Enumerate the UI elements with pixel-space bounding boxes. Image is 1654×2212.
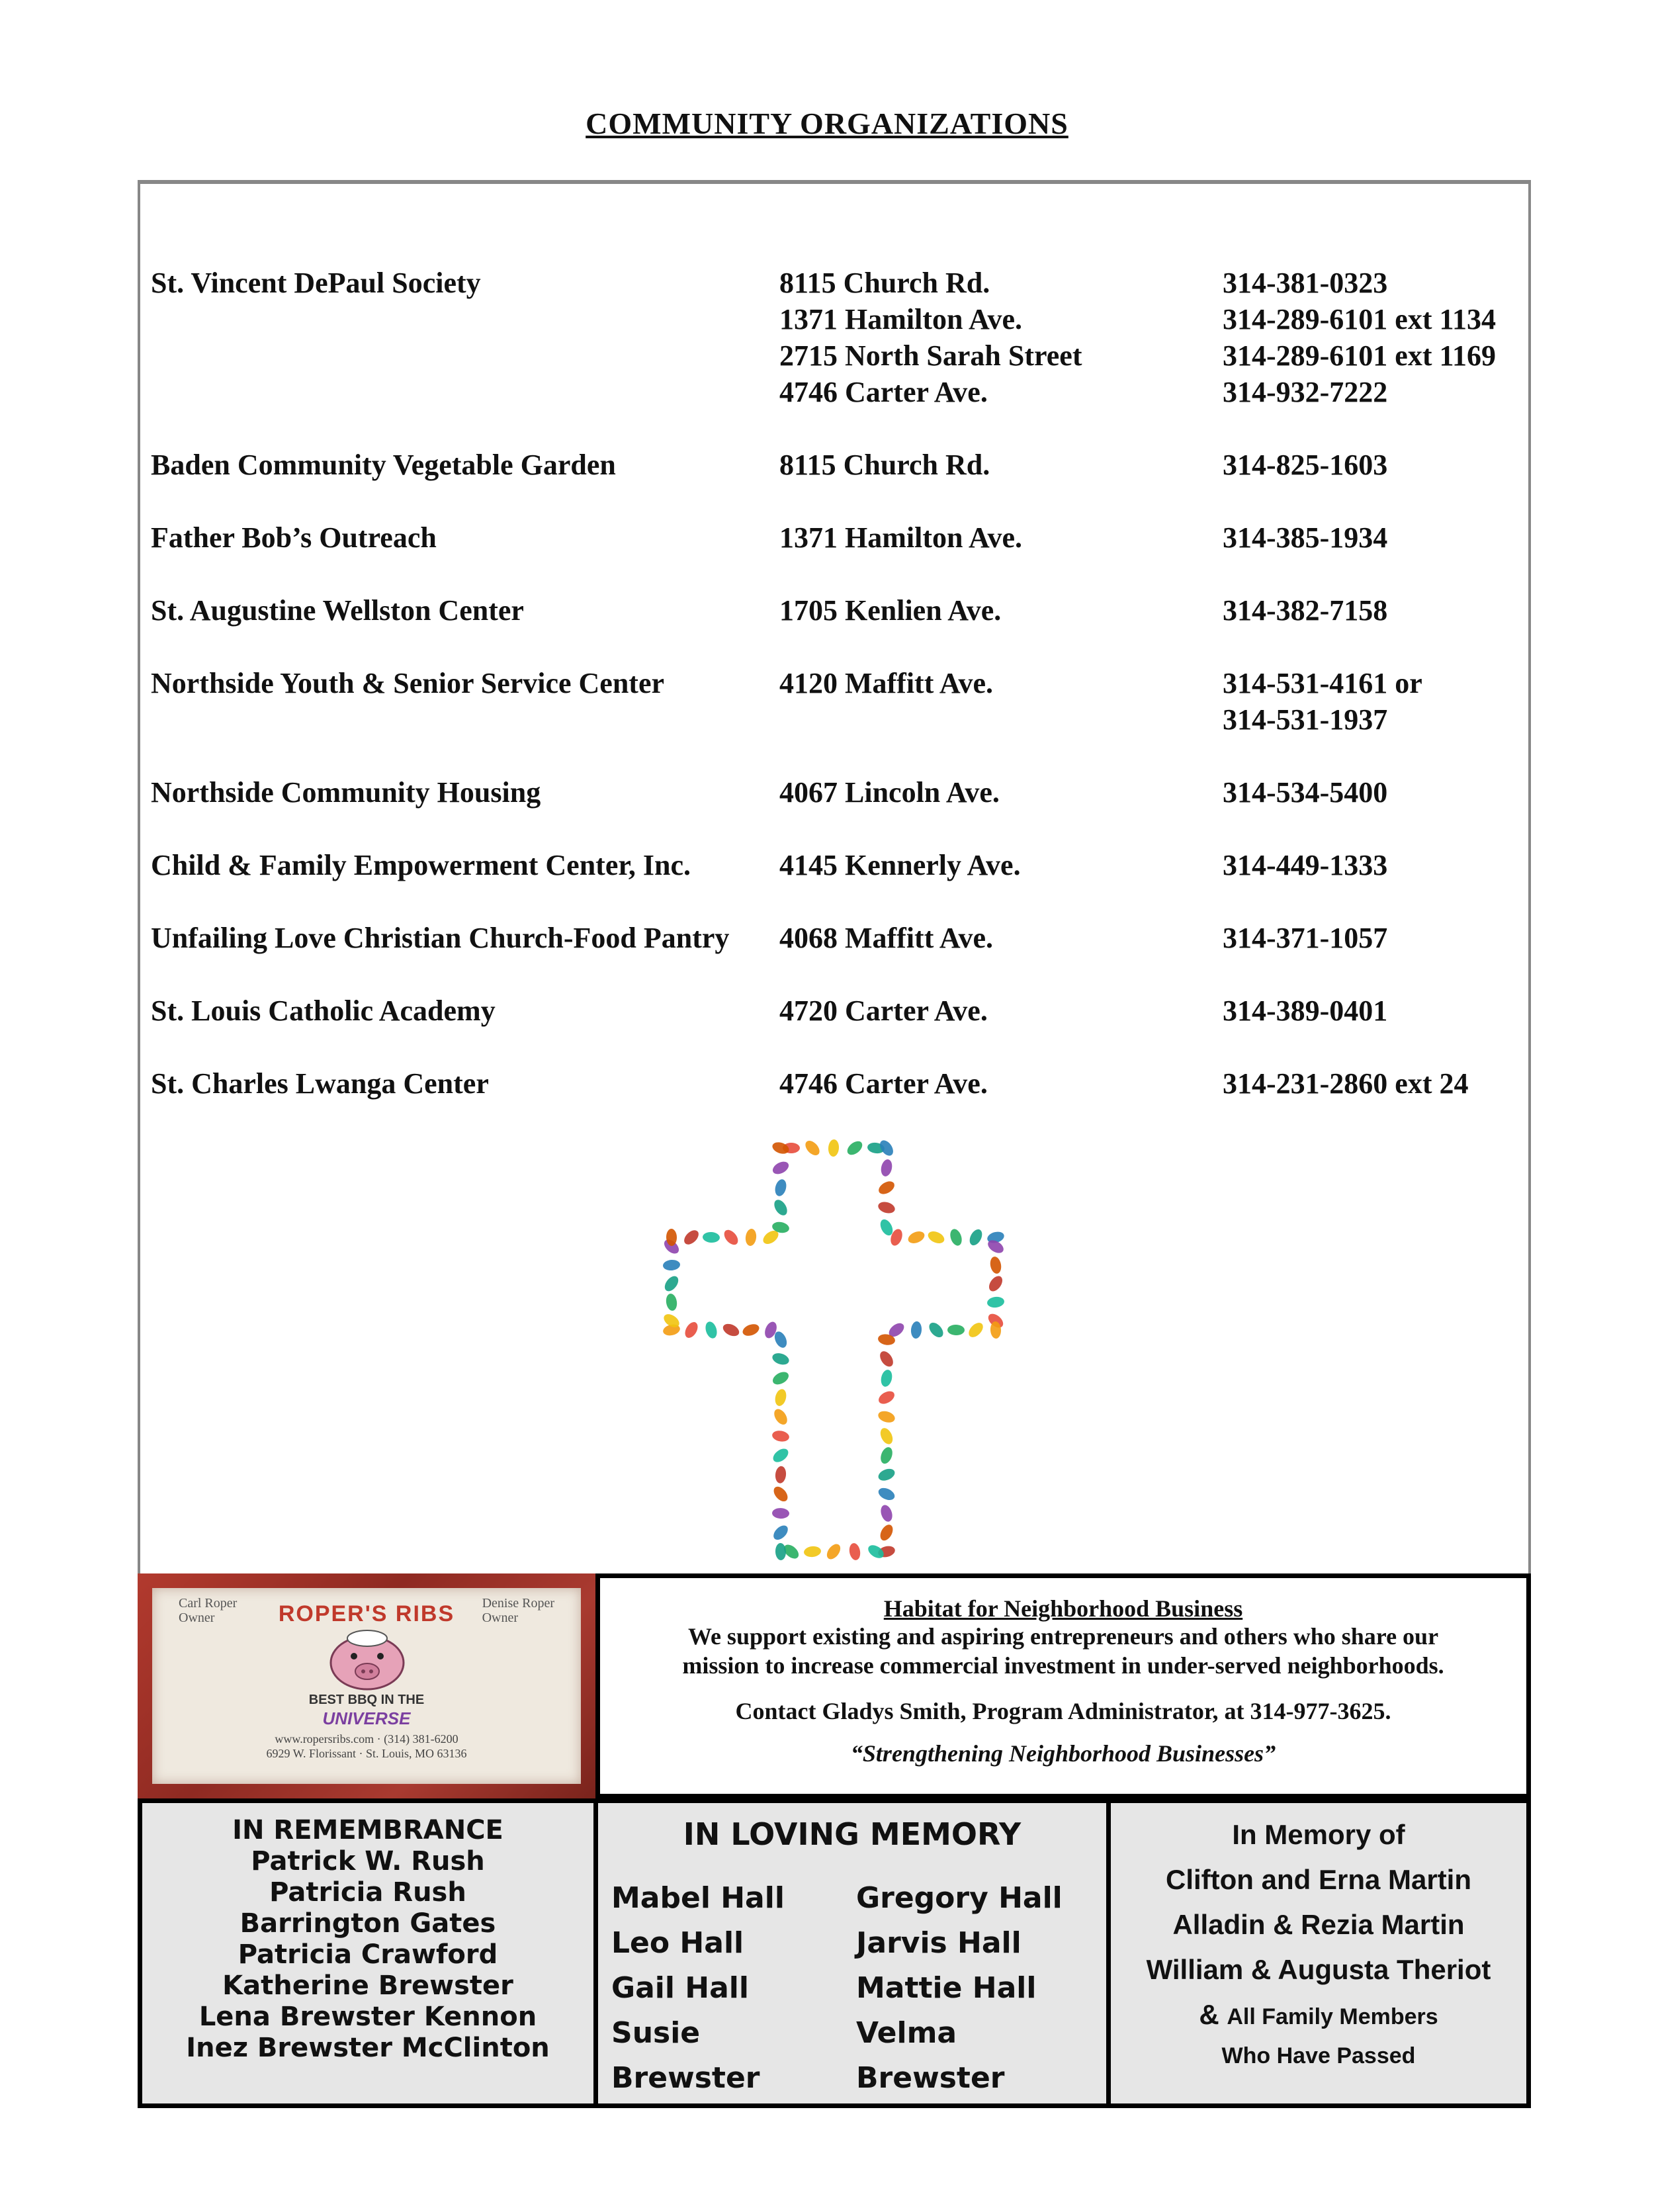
org-phones <box>1223 447 1387 483</box>
org-phone: 314-371-1057 <box>1223 922 1388 954</box>
org-phone: 314-382-7158 <box>1223 594 1388 627</box>
org-name: Northside Youth & Senior Service Center <box>151 667 665 699</box>
loving-memory-panel <box>593 1798 1111 2108</box>
hand-shape <box>910 1321 922 1339</box>
org-address: 1371 Hamilton Ave. <box>779 521 1023 554</box>
in-memory-small-2: Who Have Passed <box>1221 2043 1416 2068</box>
hand-shape <box>744 1228 757 1247</box>
org-phones <box>1223 993 1387 1029</box>
org-address: 4067 Lincoln Ave. <box>779 776 1000 809</box>
loving-memory-name: Velma Brewster <box>856 2016 1005 2095</box>
card-owner-right-title: Owner <box>482 1611 519 1625</box>
org-addresses <box>779 1065 1223 1102</box>
org-phone: 314-531-1937 <box>1223 703 1388 736</box>
remembrance-name: Lena Brewster Kennon <box>198 2002 537 2032</box>
org-name: Northside Community Housing <box>151 776 541 809</box>
loving-memory-name: Mattie Hall <box>856 1971 1037 2005</box>
hand-shape <box>662 1259 680 1271</box>
loving-memory-name: Gail Hall <box>611 1971 749 2005</box>
hand-shape <box>721 1321 741 1339</box>
org-phone: 314-531-4161 or <box>1223 667 1422 699</box>
org-row <box>151 265 1527 410</box>
org-row <box>151 519 1527 556</box>
hand-shape <box>828 1139 840 1157</box>
org-name: Unfailing Love Christian Church-Food Pantry <box>151 922 730 954</box>
hand-shape <box>845 1139 865 1158</box>
hand-shape <box>986 1274 1005 1294</box>
hand-shape <box>772 1508 790 1519</box>
org-phone: 314-932-7222 <box>1223 376 1388 408</box>
hand-shape <box>681 1227 701 1247</box>
hand-shape <box>878 1426 895 1446</box>
org-phones <box>1223 847 1387 883</box>
hand-shape <box>771 1198 789 1218</box>
org-address: 8115 Church Rd. <box>779 267 990 299</box>
org-addresses <box>779 920 1223 956</box>
org-address: 4145 Kennerly Ave. <box>779 849 1021 881</box>
hand-shape <box>662 1274 681 1294</box>
hand-shape <box>877 1178 897 1196</box>
hand-shape <box>948 1227 964 1247</box>
org-row <box>151 847 1527 883</box>
remembrance-name: Katherine Brewster <box>222 1970 513 2001</box>
hand-shape <box>967 1227 984 1247</box>
hand-shape <box>771 1429 790 1442</box>
remembrance-heading: IN REMEMBRANCE <box>232 1815 503 1845</box>
hand-shape <box>879 1503 894 1523</box>
hand-shape <box>877 1485 896 1502</box>
in-memory-heading: In Memory of <box>1232 1819 1405 1850</box>
hand-shape <box>773 1178 788 1197</box>
hand-shape <box>665 1293 678 1311</box>
habitat-contact: Contact Gladys Smith, Program Administrator, at 314-977-3625. <box>735 1698 1391 1724</box>
org-address: 4720 Carter Ave. <box>779 995 988 1027</box>
org-row <box>151 447 1527 483</box>
page-title: COMMUNITY ORGANIZATIONS <box>586 107 1068 140</box>
card-owner-left-title: Owner <box>179 1611 215 1625</box>
in-memory-line: Clifton and Erna Martin <box>1166 1864 1471 1895</box>
remembrance-name: Barrington Gates <box>239 1908 496 1939</box>
remembrance-panel <box>138 1798 598 2108</box>
hand-shape <box>722 1227 741 1247</box>
org-address: 4120 Maffitt Ave. <box>779 667 993 699</box>
org-addresses <box>779 847 1223 883</box>
org-name: St. Louis Catholic Academy <box>151 995 496 1027</box>
org-name: Father Bob’s Outreach <box>151 521 437 554</box>
org-phone: 314-534-5400 <box>1223 776 1388 809</box>
remembrance-name: Patricia Rush <box>269 1877 466 1908</box>
hands-cross-icon <box>662 1138 1006 1562</box>
hand-shape <box>879 1446 894 1466</box>
org-name: St. Vincent DePaul Society <box>151 267 481 299</box>
org-phones <box>1223 592 1387 629</box>
hand-shape <box>771 1484 790 1504</box>
org-address: 4746 Carter Ave. <box>779 376 988 408</box>
in-memory-ampersand: & <box>1199 1999 1219 2030</box>
card-owner-left: Carl Roper <box>179 1596 238 1611</box>
org-addresses <box>779 993 1223 1029</box>
in-memory-line: Alladin & Rezia Martin <box>1172 1909 1465 1940</box>
org-phones <box>1223 265 1496 410</box>
in-memory-line: William & Augusta Theriot <box>1146 1954 1491 1985</box>
org-addresses <box>779 447 1223 483</box>
org-phones <box>1223 665 1422 738</box>
org-phones <box>1223 920 1387 956</box>
card-address: 6929 W. Florissant · St. Louis, MO 63136 <box>266 1747 467 1760</box>
hand-shape <box>704 1320 719 1340</box>
habitat-line-2: mission to increase commercial investment in under-served neighborhoods. <box>682 1652 1444 1679</box>
hand-shape <box>771 1351 791 1366</box>
loving-memory-name: Jarvis Hall <box>856 1926 1022 1960</box>
hand-shape <box>771 1523 791 1542</box>
org-row <box>151 592 1527 629</box>
org-row <box>151 993 1527 1029</box>
loving-memory-name: Gregory Hall <box>856 1881 1063 1915</box>
hand-shape <box>877 1389 897 1407</box>
org-address: 4068 Maffitt Ave. <box>779 922 993 954</box>
hand-shape <box>877 1200 896 1216</box>
hand-shape <box>879 1159 893 1178</box>
remembrance-name: Inez Brewster McClinton <box>186 2033 550 2063</box>
hand-shape <box>803 1138 822 1158</box>
org-address: 2715 North Sarah Street <box>779 339 1082 372</box>
org-phone: 314-825-1603 <box>1223 449 1388 481</box>
hand-shape <box>877 1466 896 1483</box>
hand-shape <box>775 1466 787 1484</box>
hand-shape <box>741 1322 761 1338</box>
in-memory-small-1: All Family Members <box>1227 2004 1438 2029</box>
org-phone: 314-231-2860 ext 24 <box>1223 1067 1469 1100</box>
org-phones <box>1223 774 1387 811</box>
org-name: Baden Community Vegetable Garden <box>151 449 616 481</box>
habitat-slogan: “Strengthening Neighborhood Businesses” <box>850 1740 1276 1767</box>
hand-shape <box>926 1229 946 1245</box>
habitat-line-1: We support existing and aspiring entrepreneurs and others who share our <box>687 1623 1439 1650</box>
hand-shape <box>683 1320 701 1341</box>
org-address: 1705 Kenlien Ave. <box>779 594 1002 627</box>
loving-memory-name: Susie Brewster <box>611 2016 760 2095</box>
hand-shape <box>989 1256 1003 1275</box>
org-name: St. Charles Lwanga Center <box>151 1067 489 1100</box>
org-phone: 314-389-0401 <box>1223 995 1388 1027</box>
hand-shape <box>986 1296 1005 1308</box>
hand-shape <box>773 1388 788 1407</box>
card-tagline: BEST BBQ IN THE <box>308 1693 425 1707</box>
org-name: Child & Family Empowerment Center, Inc. <box>151 849 691 881</box>
org-phone: 314-289-6101 ext 1169 <box>1223 339 1497 372</box>
org-address: 4746 Carter Ave. <box>779 1067 988 1100</box>
hand-shape <box>803 1546 822 1558</box>
remembrance-name: Patrick W. Rush <box>251 1846 485 1877</box>
pig-logo-icon <box>304 1626 430 1693</box>
org-phone: 314-385-1934 <box>1223 521 1388 554</box>
remembrance-name: Patricia Crawford <box>238 1939 498 1970</box>
loving-memory-name: Mabel Hall <box>611 1881 785 1915</box>
org-addresses <box>779 519 1223 556</box>
habitat-title: Habitat for Neighborhood Business <box>883 1595 1243 1622</box>
org-addresses <box>779 665 1223 738</box>
org-phone: 314-289-6101 ext 1134 <box>1223 303 1497 335</box>
hand-shape <box>877 1349 896 1369</box>
hand-shape <box>775 1543 787 1561</box>
card-owner-right: Denise Roper <box>482 1596 554 1611</box>
loving-memory-name: Leo Hall <box>611 1926 744 1960</box>
card-tagline-2: UNIVERSE <box>322 1708 411 1728</box>
hand-shape <box>966 1320 986 1340</box>
org-addresses <box>779 265 1223 410</box>
org-name: St. Augustine Wellston Center <box>151 594 524 627</box>
hand-shape <box>926 1320 945 1340</box>
card-web-phone: www.ropersribs.com · (314) 381-6200 <box>275 1732 458 1746</box>
hand-shape <box>878 1523 896 1542</box>
habitat-panel <box>595 1573 1531 1798</box>
org-addresses <box>779 592 1223 629</box>
hand-shape <box>771 1140 791 1156</box>
hand-shape <box>824 1542 843 1562</box>
org-phones <box>1223 519 1387 556</box>
org-row <box>151 665 1527 738</box>
hand-shape <box>703 1231 720 1243</box>
org-phone: 314-449-1333 <box>1223 849 1388 881</box>
org-phones <box>1223 1065 1469 1102</box>
org-phone: 314-381-0323 <box>1223 267 1388 299</box>
hand-shape <box>771 1407 790 1427</box>
card-brand: ROPER'S RIBS <box>278 1601 455 1626</box>
org-row <box>151 920 1527 956</box>
loving-memory-heading: IN LOVING MEMORY <box>683 1816 1022 1852</box>
hand-shape <box>771 1370 791 1388</box>
hand-shape <box>771 1159 791 1176</box>
business-card-image <box>138 1573 595 1798</box>
organizations-list <box>151 265 1527 1138</box>
org-address: 8115 Church Rd. <box>779 449 990 481</box>
org-row <box>151 774 1527 811</box>
hand-shape <box>877 1409 896 1425</box>
org-addresses <box>779 774 1223 811</box>
org-address: 1371 Hamilton Ave. <box>779 303 1023 335</box>
hand-shape <box>848 1542 861 1561</box>
hand-shape <box>906 1229 926 1246</box>
hand-shape <box>771 1446 791 1464</box>
hand-shape <box>879 1368 893 1388</box>
org-row <box>151 1065 1527 1102</box>
hand-shape <box>947 1325 965 1335</box>
in-memory-panel <box>1106 1798 1531 2108</box>
